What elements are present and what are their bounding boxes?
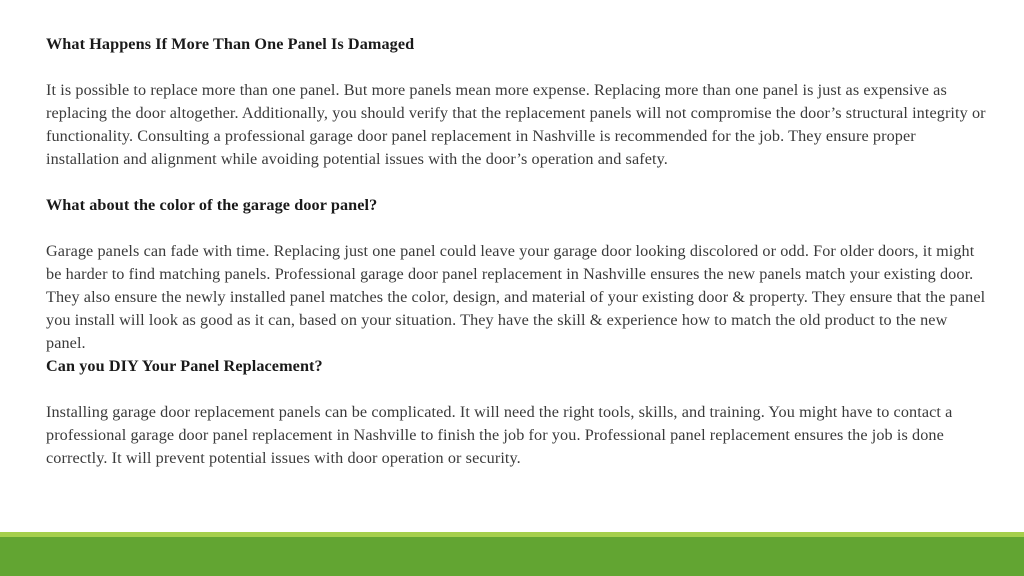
footer-bar: [0, 537, 1024, 576]
section-heading-diy-replacement: Can you DIY Your Panel Replacement?: [46, 357, 323, 375]
slide-content: [46, 33, 988, 470]
section-heading-panel-color: What about the color of the garage door panel?: [46, 196, 378, 214]
spacer: [46, 56, 988, 79]
spacer: [46, 171, 988, 194]
section-heading-multiple-panels: What Happens If More Than One Panel Is Damaged: [46, 35, 415, 53]
spacer: [46, 378, 988, 401]
spacer: [46, 217, 988, 240]
section-body-multiple-panels: It is possible to replace more than one panel. But more panels mean more expense. Replacing more than one panel is just as expensive as replacing the door altogether. Additionally, you should verify that the replacement panels will not compromise the door’s structural integrity or functionality. Consulting a professional garage door panel replacement in Nashville is recommended for the job. They ensure proper installation and alignment while avoiding potential issues with the door’s operation and safety.: [46, 81, 986, 168]
section-body-panel-color: Garage panels can fade with time. Replacing just one panel could leave your garage door looking discolored or odd. For older doors, it might be harder to find matching panels. Professional garage door panel replacement in Nashville ensures the new panels match your existing door. They also ensure the newly installed panel matches the color, design, and material of your existing door & property. They ensure that the panel you install will look as good as it can, based on your situation. They have the skill & experience how to match the old product to the new panel.: [46, 242, 986, 352]
section-body-diy-replacement: Installing garage door replacement panels can be complicated. It will need the right tools, skills, and training. You might have to contact a professional garage door panel replacement in Nashville to finish the job for you. Professional panel replacement ensures the job is done correctly. It will prevent potential issues with door operation or security.: [46, 403, 953, 467]
